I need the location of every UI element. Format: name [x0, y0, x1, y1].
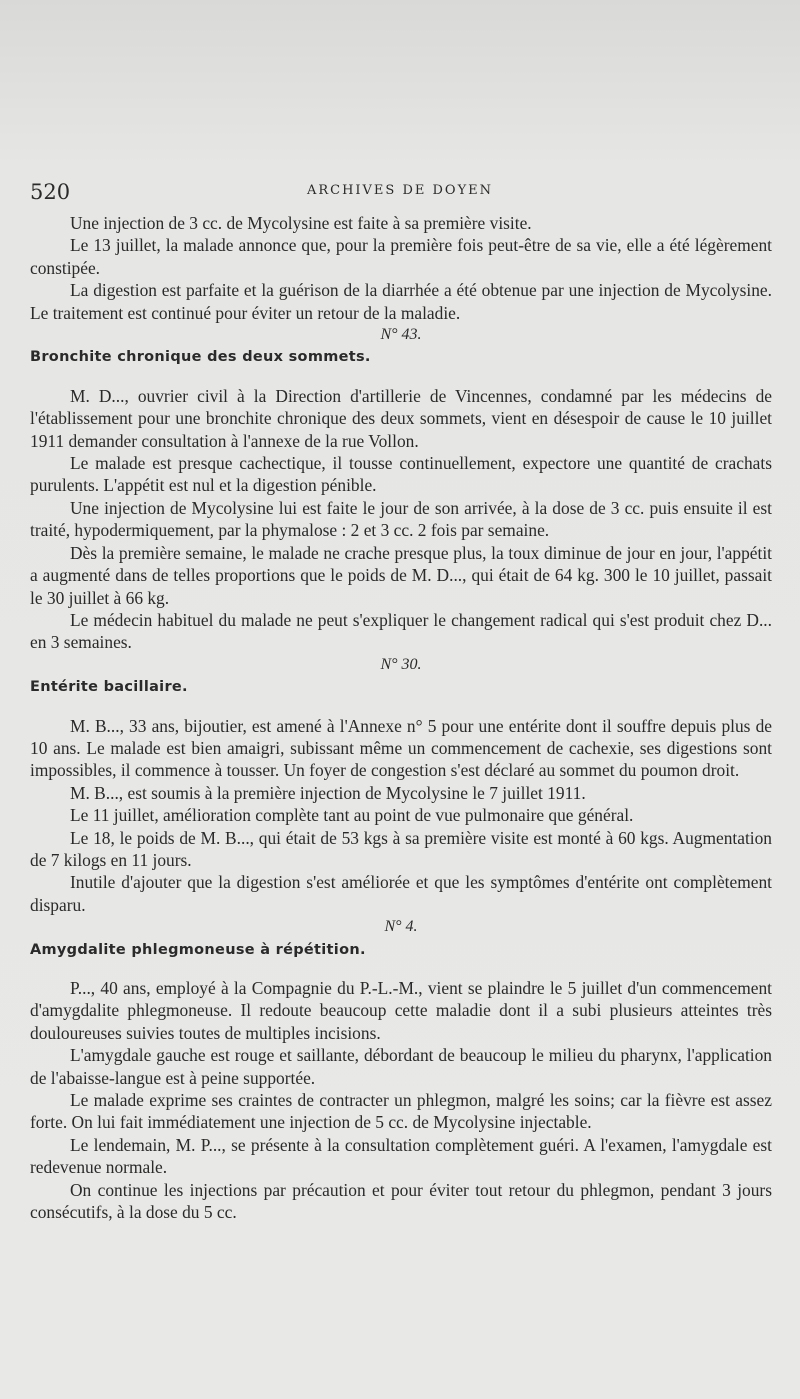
case-paragraph: On continue les injections par précaution et pour éviter tout retour du phlegmon, pendant 3 jours consécutifs, à la dose du 5 cc.: [30, 1179, 772, 1223]
case-paragraph: Le 18, le poids de M. B..., qui était de 53 kgs à sa première visite est monté à 60 kgs. Augmentation de 7 kilogs en 11 jours.: [30, 827, 772, 870]
case-title: Bronchite chronique des deux sommets.: [30, 349, 371, 366]
page-number: 520: [30, 180, 71, 204]
case-number: N° 30.: [380, 655, 422, 673]
case-paragraph: Le malade exprime ses craintes de contracter un phlegmon, malgré les soins; car la fièvre est assez forte. On lui fait immédiatement une injection de 5 cc. de Mycolysine injectable.: [30, 1090, 772, 1133]
intro-paragraph: La digestion est parfaite et la guérison de la diarrhée a été obtenue par une injection de Mycolysine. Le traitement est continué pour éviter un retour de la maladie.: [30, 280, 772, 323]
case-paragraph: P..., 40 ans, employé à la Compagnie du P.-L.-M., vient se plaindre le 5 juillet d'un commencement d'amygdalite phlegmoneuse. Il redoute beaucoup cette maladie dont il a subi plusieurs atteintes très douloureuses suivies toutes de multiples incisions.: [30, 978, 772, 1043]
case-number: N° 4.: [384, 918, 418, 936]
case-paragraph: L'amygdale gauche est rouge et saillante, débordant de beaucoup le milieu du pharynx, l'application de l'abaisse-langue est à peine supportée.: [30, 1045, 772, 1088]
case-section: [30, 324, 772, 654]
case-title: Amygdalite phlegmoneuse à répétition.: [30, 941, 366, 958]
case-paragraph: M. D..., ouvrier civil à la Direction d'artillerie de Vincennes, condamné par les médecins de l'établissement pour une bronchite chronique des deux sommets, vient en désespoir de cause le 10 juillet 1911 demander consultation à l'annexe de la rue Vollon.: [30, 385, 772, 451]
case-paragraph: Dès la première semaine, le malade ne crache presque plus, la toux diminue de jour en jour, l'appétit a augmenté dans de telles proportions que le poids de M. D..., qui était de 64 kg. 300 le 10 juillet, passait le 30 juillet à 66 kg.: [30, 542, 772, 608]
intro-paragraph: Le 13 juillet, la malade annonce que, pour la première fois peut-être de sa vie, elle a été légèrement constipée.: [30, 235, 772, 278]
case-section: [30, 916, 772, 1223]
page-body: [30, 212, 772, 1223]
running-title: ARCHIVES DE DOYEN: [306, 183, 494, 198]
case-paragraph: Le malade est presque cachectique, il tousse continuellement, expectore une quantité de crachats purulents. L'appétit est nul et la digestion pénible.: [30, 453, 772, 496]
page-header: [30, 180, 770, 204]
case-paragraph: Le lendemain, M. P..., se présente à la consultation complètement guéri. A l'examen, l'amygdale est redevenue normale.: [30, 1134, 772, 1178]
case-paragraph: Inutile d'ajouter que la digestion s'est améliorée et que les symptômes d'entérite ont complètement disparu.: [30, 872, 772, 915]
case-number: N° 43.: [380, 326, 422, 344]
case-paragraph: Une injection de Mycolysine lui est faite le jour de son arrivée, à la dose de 3 cc. puis ensuite il est traité, hypodermiquement, par la phymalose : 2 et 3 cc. 2 fois par semaine.: [30, 497, 772, 541]
case-title: Entérite bacillaire.: [30, 679, 188, 696]
intro-paragraph: Une injection de 3 cc. de Mycolysine est faite à sa première visite.: [70, 213, 532, 233]
case-paragraph: Le médecin habituel du malade ne peut s'expliquer le changement radical qui s'est produit chez D... en 3 semaines.: [30, 609, 772, 653]
case-paragraph: M. B..., 33 ans, bijoutier, est amené à l'Annexe n° 5 pour une entérite dont il souffre depuis plus de 10 ans. Le malade est bien amaigri, subissant même un commencement de cachexie, ses digestions sont impossibles, il commence à tousser. Un foyer de congestion s'est déclaré au sommet du poumon droit.: [30, 715, 772, 781]
case-paragraph: M. B..., est soumis à la première injection de Mycolysine le 7 juillet 1911.: [70, 782, 586, 803]
case-paragraph: Le 11 juillet, amélioration complète tant au point de vue pulmonaire que général.: [70, 805, 634, 826]
case-section: [30, 654, 772, 916]
